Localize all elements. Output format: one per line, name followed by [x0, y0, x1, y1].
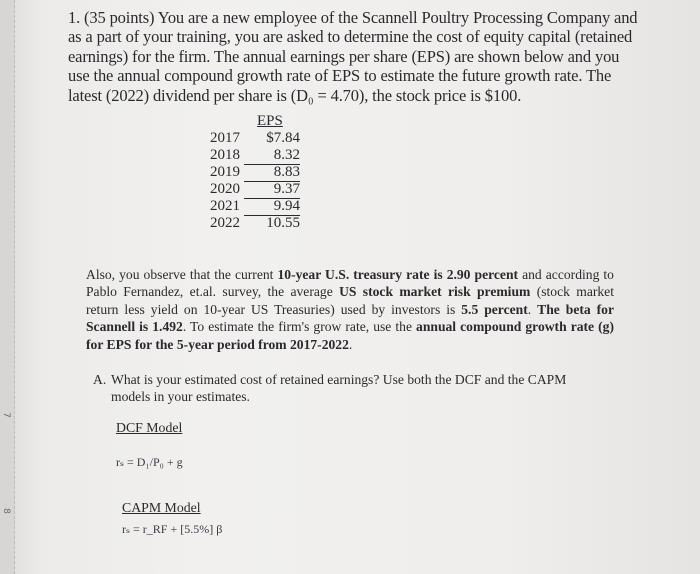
- premium-value-text: 5.5 percent: [461, 301, 528, 317]
- eps-year: 2022: [210, 215, 240, 231]
- eps-year: 2020: [210, 181, 240, 197]
- growth-rate-text: annual compound growth rate (g) for EPS for the 5-year period from 2017-2022: [86, 319, 614, 352]
- ruler-mark-7: 7: [0, 412, 11, 418]
- eps-year: 2019: [210, 164, 240, 180]
- beta-text: The beta for Scannell is 1.492: [86, 301, 614, 335]
- eps-value: $7.84: [266, 130, 300, 146]
- dcf-formula: rₛ = D₁/P₀ + g: [116, 455, 183, 469]
- part-a-line1: What is your estimated cost of retained earnings? Use both the DCF and the CAPM: [111, 372, 567, 387]
- eps-value: 8.32: [244, 147, 300, 165]
- eps-value: 10.55: [266, 215, 300, 231]
- para-text: .: [348, 336, 353, 352]
- part-a-question: [93, 372, 613, 405]
- margin-ruler: [0, 0, 15, 574]
- question-text: 1. (35 points) You are a new employee of the Scannell Poultry Processing Company and as a part of your training, you are asked to determine the cost of equity capital (retained earnings) for the firm. The annual earnings per share (EPS) are shown below and you use the annual compound growth rate of EPS to estimate the future growth rate. The latest (2022) dividend per share is (D₀ = 4.70), the stock price is $100.: [68, 8, 638, 105]
- eps-year: 2021: [210, 198, 240, 214]
- eps-header: EPS: [257, 113, 283, 129]
- table-row: [210, 198, 300, 216]
- part-a-line2: models in your estimates.: [111, 388, 250, 404]
- table-row: [210, 147, 300, 165]
- ruler-mark-8: 8: [0, 508, 11, 514]
- para-text: and according to Pablo Fernandez, et.al. survey, the average: [86, 267, 614, 300]
- table-row: [210, 215, 300, 232]
- market-data-paragraph: [86, 266, 614, 353]
- table-row: [210, 130, 300, 147]
- eps-value: 9.94: [244, 198, 300, 216]
- part-a-label: A.: [93, 372, 107, 387]
- capm-formula: rₛ = r_RF + [5.5%] β: [122, 522, 223, 536]
- table-row: [210, 181, 300, 199]
- eps-year: 2017: [210, 130, 240, 146]
- eps-value: 8.83: [244, 164, 300, 182]
- eps-value: 9.37: [244, 181, 300, 199]
- eps-year: 2018: [210, 147, 240, 163]
- para-text: .: [527, 301, 538, 317]
- para-text: (stock market return less yield on 10-year US Treasuries) used by investors is: [86, 284, 614, 317]
- para-text: Also, you observe that the current: [86, 267, 278, 282]
- dcf-model-title: DCF Model: [116, 420, 183, 435]
- para-text: . To estimate the firm's grow rate, use the: [182, 319, 417, 335]
- capm-model-title: CAPM Model: [122, 500, 201, 515]
- table-row: [210, 164, 300, 182]
- risk-premium-text: US stock market risk premium: [339, 284, 531, 300]
- treasury-rate-text: 10-year U.S. treasury rate is 2.90 percent: [277, 267, 519, 282]
